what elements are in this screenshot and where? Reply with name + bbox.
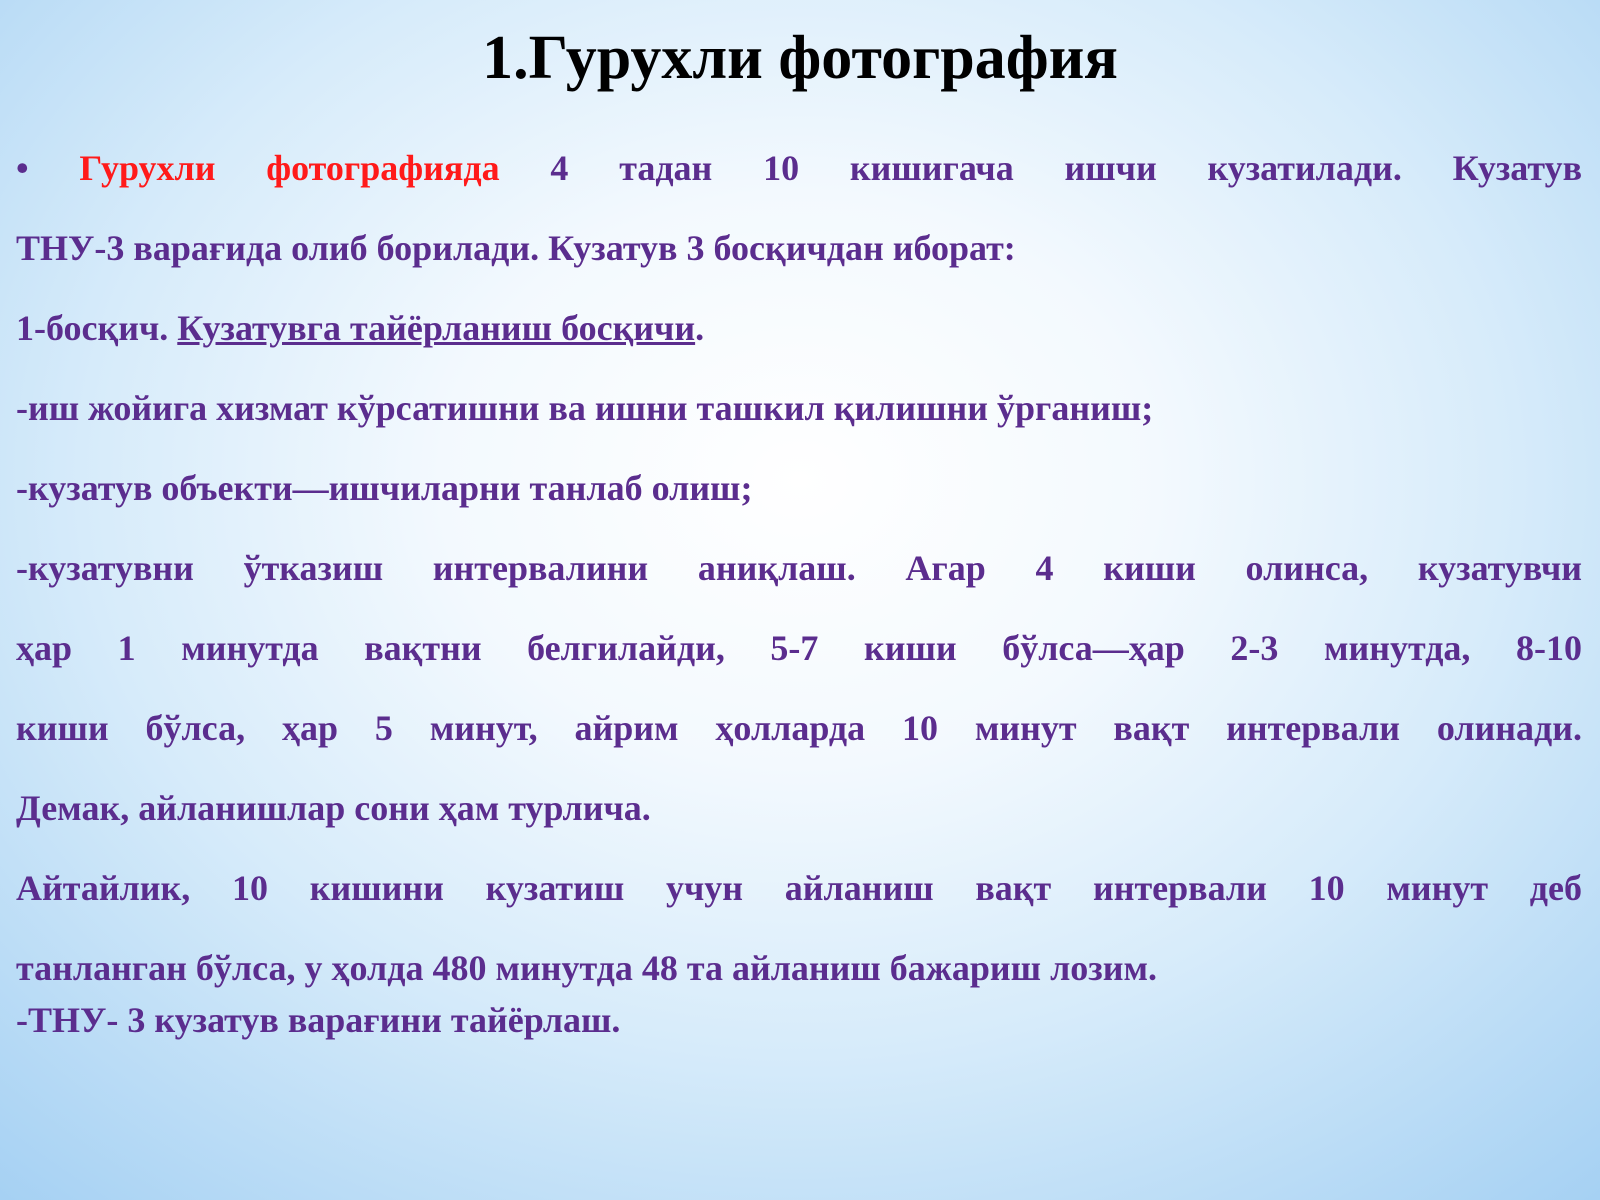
list-item-form: -ТНУ- 3 кузатув варағини тайёрлаш. — [16, 1000, 621, 1040]
list-item-interval-line-2: ҳар 1 минутда вақтни белгилайди, 5-7 киши бўлса—ҳар 2-3 минутда, 8-10 — [16, 628, 1582, 668]
slide-title: 1.Гурухли фотография — [482, 24, 1118, 92]
intro-line-1 — [16, 148, 1582, 228]
stage-title: Кузатувга тайёрланиш босқичи — [177, 308, 696, 348]
example-line-2: танланган бўлса, у ҳолда 480 минутда 48 та айланиш бажариш лозим. — [16, 948, 1157, 988]
highlighted-term: Гурухли фотографияда — [79, 148, 500, 188]
stage-suffix: . — [695, 308, 705, 348]
intro-text: 4 тадан 10 кишигача ишчи кузатилади. Кузатув — [550, 148, 1583, 188]
stage-prefix: 1-босқич. — [16, 308, 178, 348]
bullet-marker: • — [16, 148, 29, 188]
list-item-object: -кузатув объекти—ишчиларни танлаб олиш; — [16, 468, 753, 508]
intro-line-2: ТНУ-3 варағида олиб борилади. Кузатув 3 босқичдан иборат: — [16, 228, 1016, 268]
list-item-interval-line-1: -кузатувни ўтказиш интервалини аниқлаш. Агар 4 киши олинса, кузатувчи — [16, 548, 1582, 588]
list-item-workplace: -иш жойига хизмат кўрсатишни ва ишни ташкил қилишни ўрганиш; — [16, 388, 1154, 428]
list-item-interval-line-4: Демак, айланишлар сони ҳам турлича. — [16, 788, 651, 828]
stage-heading — [16, 308, 1582, 388]
list-item-interval-line-3: киши бўлса, ҳар 5 минут, айрим ҳолларда 10 минут вақт интервали олинади. — [16, 708, 1582, 748]
example-line-1: Айтайлик, 10 кишини кузатиш учун айланиш вақт интервали 10 минут деб — [16, 868, 1582, 908]
slide-body — [16, 148, 1582, 1080]
